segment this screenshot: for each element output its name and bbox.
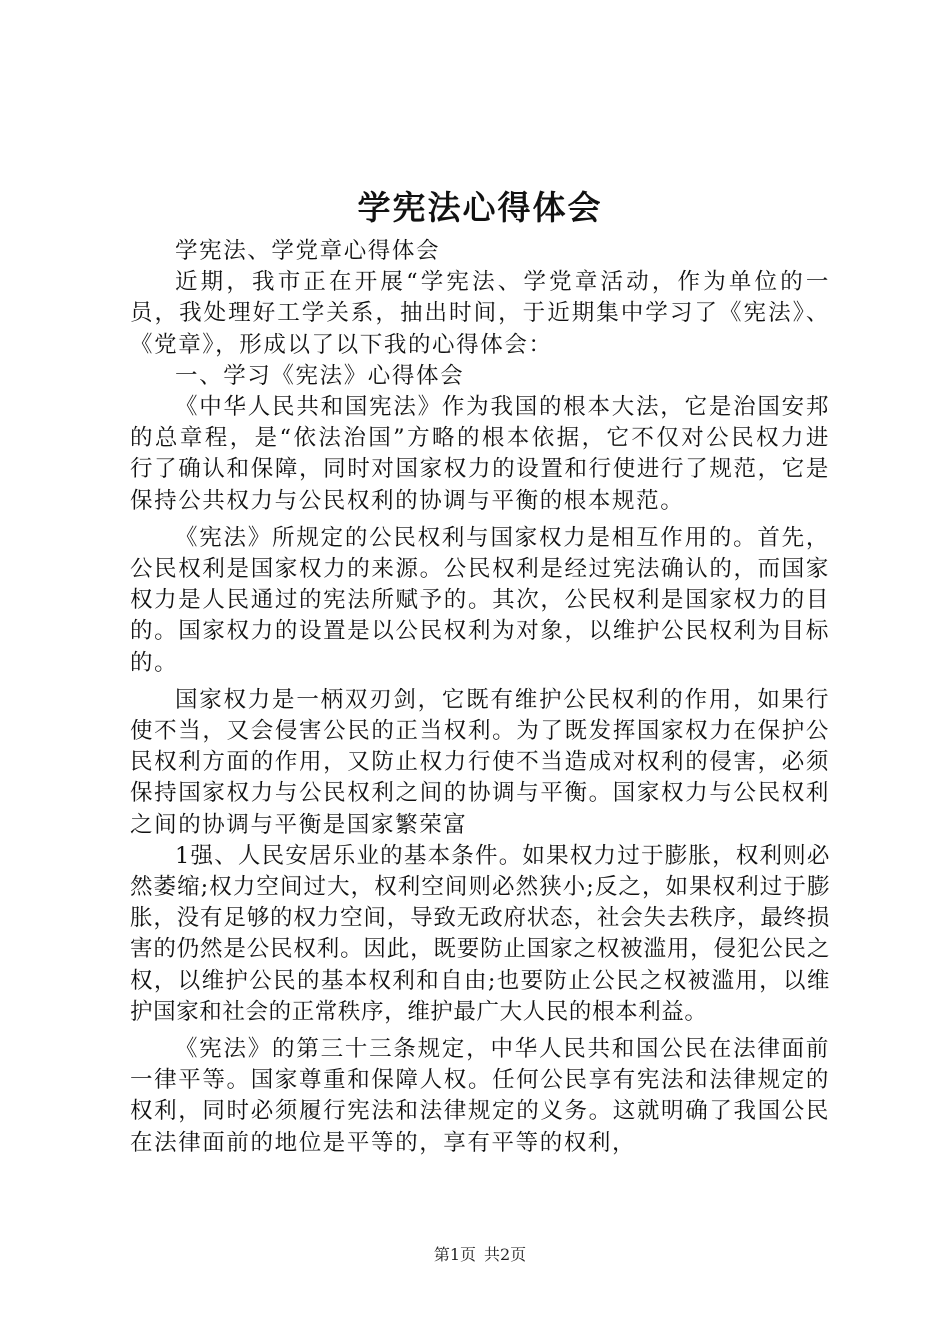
paragraph-double-edged-sword: 国家权力是一柄双刃剑，它既有维护公民权利的作用，如果行使不当，又会侵害公民的正当权利。为了既发挥国家权力在保护公民权利方面的作用，又防止权力行使不当造成对权利的侵害，必须保持国家权力与公民权利之间的协调与平衡。国家权力与公民权利之间的协调与平衡是国家繁荣富 bbox=[130, 686, 830, 838]
paragraph-balance: 1强、人民安居乐业的基本条件。如果权力过于膨胀，权利则必然萎缩;权力空间过大，权利空间则必然狭小;反之，如果权利过于膨胀，没有足够的权力空间，导致无政府状态，社会失去秩序，最终损害的仍然是公民权利。因此，既要防止国家之权被滥用，侵犯公民之权，以维护公民的基本权利和自由;也要防止公民之权被滥用，以维护国家和社会的正常秩序，维护最广大人民的根本利益。 bbox=[130, 842, 830, 1025]
paragraph-rights-and-power: 《宪法》所规定的公民权利与国家权力是相互作用的。首先，公民权利是国家权力的来源。公民权利是经过宪法确认的，而国家权力是人民通过的宪法所赋予的。其次，公民权利是国家权力的目的。国家权力的设置是以公民权利为对象，以维护公民权利为目标的。 bbox=[130, 524, 830, 676]
paragraph-intro: 近期，我市正在开展“学宪法、学党章活动，作为单位的一员，我处理好工学关系，抽出时间，于近期集中学习了《宪法》、《党章》，形成以了以下我的心得体会： bbox=[130, 269, 830, 358]
paragraph-constitution-role: 《中华人民共和国宪法》作为我国的根本大法，它是治国安邦的总章程，是“依法治国”方略的根本依据，它不仅对公民权力进行了确认和保障，同时对国家权力的设置和行使进行了规范，它是保持公共权力与公民权利的协调与平衡的根本规范。 bbox=[130, 394, 830, 514]
document-body bbox=[130, 236, 830, 1159]
document-title: 学宪法心得体会 bbox=[357, 188, 603, 227]
page-footer bbox=[0, 1244, 950, 1266]
page-total: 共2页 bbox=[484, 1245, 527, 1264]
paragraph-article-33: 《宪法》的第三十三条规定，中华人民共和国公民在法律面前一律平等。国家尊重和保障人权。任何公民享有宪法和法律规定的权利，同时必须履行宪法和法律规定的义务。这就明确了我国公民在法律面前的地位是平等的，享有平等的权利， bbox=[130, 1036, 830, 1156]
page-number: 第1页 bbox=[433, 1245, 476, 1264]
paragraph-section-heading: 一、学习《宪法》心得体会 bbox=[175, 362, 465, 389]
paragraph-subtitle: 学宪法、学党章心得体会 bbox=[175, 238, 441, 264]
